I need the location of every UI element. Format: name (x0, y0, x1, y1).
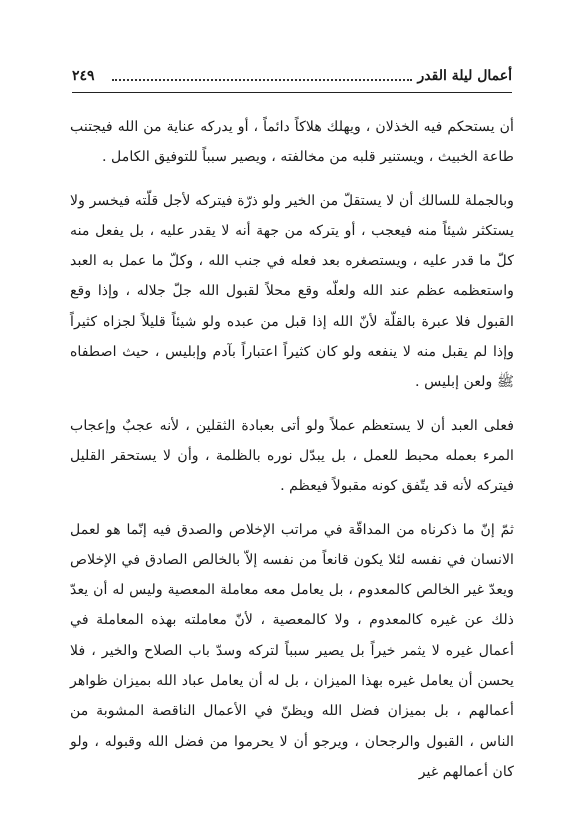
paragraph-1: أن يستحكم فيه الخذلان ، ويهلك هلاكاً دائماً ، أو يدركه عناية من الله فيجتنب طاعة الخبيث ، ويستنير قلبه من مخالفته ، ويصير سبباً للتوفيق الكامل . (70, 119, 514, 166)
paragraph-3: فعلى العبد أن لا يستعظم عملاً ولو أتى بعبادة الثقلين ، لأنه عجبٌ وإعجاب المرء بعمله محبط للعمل ، بل يبدّل نوره بالظلمة ، وأن لا يستحقر القليل فيتركه لأنه قد يتّفق كونه مقبولاً فيعظم . (70, 417, 514, 495)
page-number: ٢٤٩ (72, 68, 95, 84)
page-header (72, 64, 512, 88)
header-divider (72, 92, 512, 93)
paragraph-4: ثمّ إنّ ما ذكرناه من المداقّة في مراتب الإخلاص والصدق فيه إنّما هو لعمل الانسان في نفسه لئلا يكون قانعاً من نفسه إلاّ بالخالص الصادق في الإخلاص ويعدّ غير الخالص كالمعدوم ، بل يعامل معه معاملة المعصية وليس له أن يعدّ ذلك عن غيره كالمعدوم ، ولا كالمعصية ، لأنّ معاملته بهذه المعاملة في أعمال غيره لا يثمر خيراً بل يصير سبباً لتركه وسدّ باب الصلاح والخير ، فلا يحسن أن يعامل غيره بهذا الميزان ، بل له أن يعامل عباد الله بميزان ظواهر أعمالهم ، بل بميزان فضل الله ويظنّ في الأعمال الناقصة المشوبة من الناس ، القبول والرجحان ، ويرجو أن لا يحرموا من فضل الله وقبوله ، ولو كان أعمالهم غير (70, 521, 514, 780)
running-title: أعمال ليلة القدر (417, 68, 512, 84)
paragraph-2: وبالجملة للسالك أن لا يستقلّ من الخير ولو ذرّة فيتركه لأجل قلّته فيخسر ولا يستكثر شيئاً منه فيعجب ، أو يتركه من جهة أنه لا يقدر عليه ، بل يفعل منه كلّ ما قدر عليه ، ويستصغره بعد فعله في جنب الله ، وكلّ ما عمل به العبد واستعظمه عظم عند الله ولعلّه وقع محلاً لقبول الله جلّ جلاله ، وإذا وقع القبول فلا عبرة بالقلّة لأنّ الله إذا قبل من عبده ولو شيئاً قليلاً لجزاه كثيراً وإذا لم يقبل منه لا ينفعه ولو كان كثيراً اعتباراً بآدم وإبليس ، حيث اصطفاه ﷺ ولعن إبليس . (70, 192, 514, 391)
header-dot-leader (112, 79, 412, 81)
body-text (70, 112, 514, 787)
